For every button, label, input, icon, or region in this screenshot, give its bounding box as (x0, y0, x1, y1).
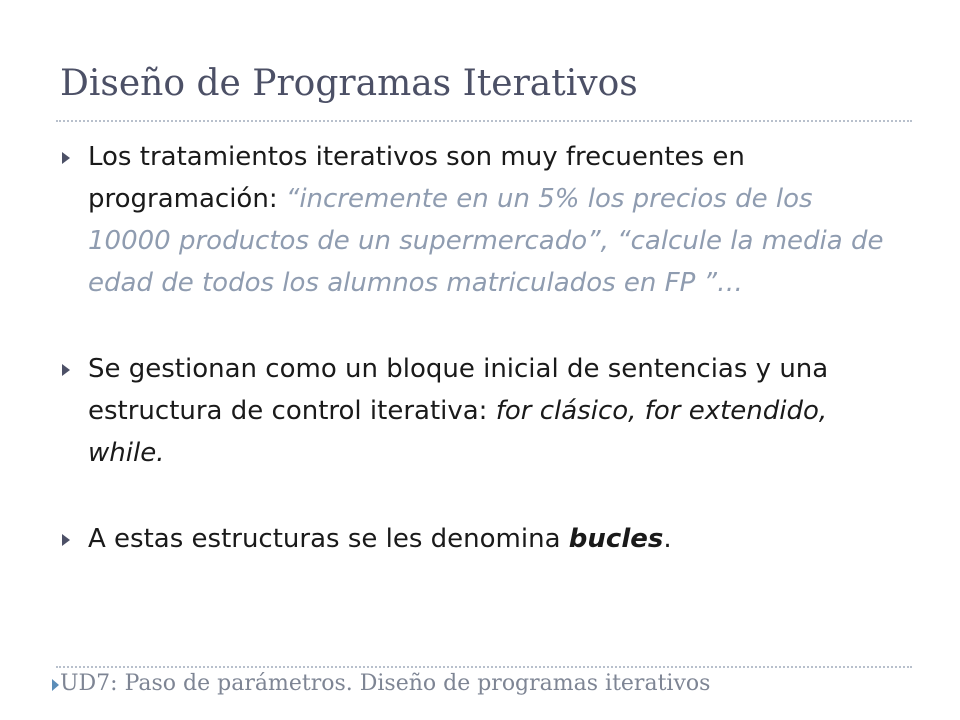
bullet-suffix: . (663, 524, 672, 554)
bullet-arrow-icon (62, 364, 70, 376)
bullet-strong-emphasis: bucles (568, 524, 664, 554)
bullet-item-iterative-treatments (56, 136, 896, 304)
bullet-arrow-icon (62, 534, 70, 546)
bullet-list (56, 136, 896, 560)
bullet-quote: “incremente en un 5% los precios de los 10000 productos de un supermercado”, “calcule la media de edad de todos los alumnos matriculados en FP ”… (88, 184, 884, 298)
slide-footer: UD7: Paso de parámetros. Diseño de programas iterativos (60, 671, 711, 696)
slide-title: Diseño de Programas Iterativos (60, 63, 638, 104)
bullet-text: A estas estructuras se les denomina (88, 524, 569, 554)
footer-arrow-icon (52, 679, 59, 691)
title-divider (56, 120, 912, 122)
bullet-item-loops (56, 518, 896, 560)
bullet-emphasis: for clásico, for extendido, while. (88, 396, 828, 468)
bullet-text: Se gestionan como un bloque inicial de sentencias y una estructura de control iterativa: (88, 354, 829, 426)
bullet-text: Los tratamientos iterativos son muy frecuentes en programación: (88, 142, 745, 214)
bullet-item-control-structures (56, 348, 896, 474)
bullet-arrow-icon (62, 152, 70, 164)
